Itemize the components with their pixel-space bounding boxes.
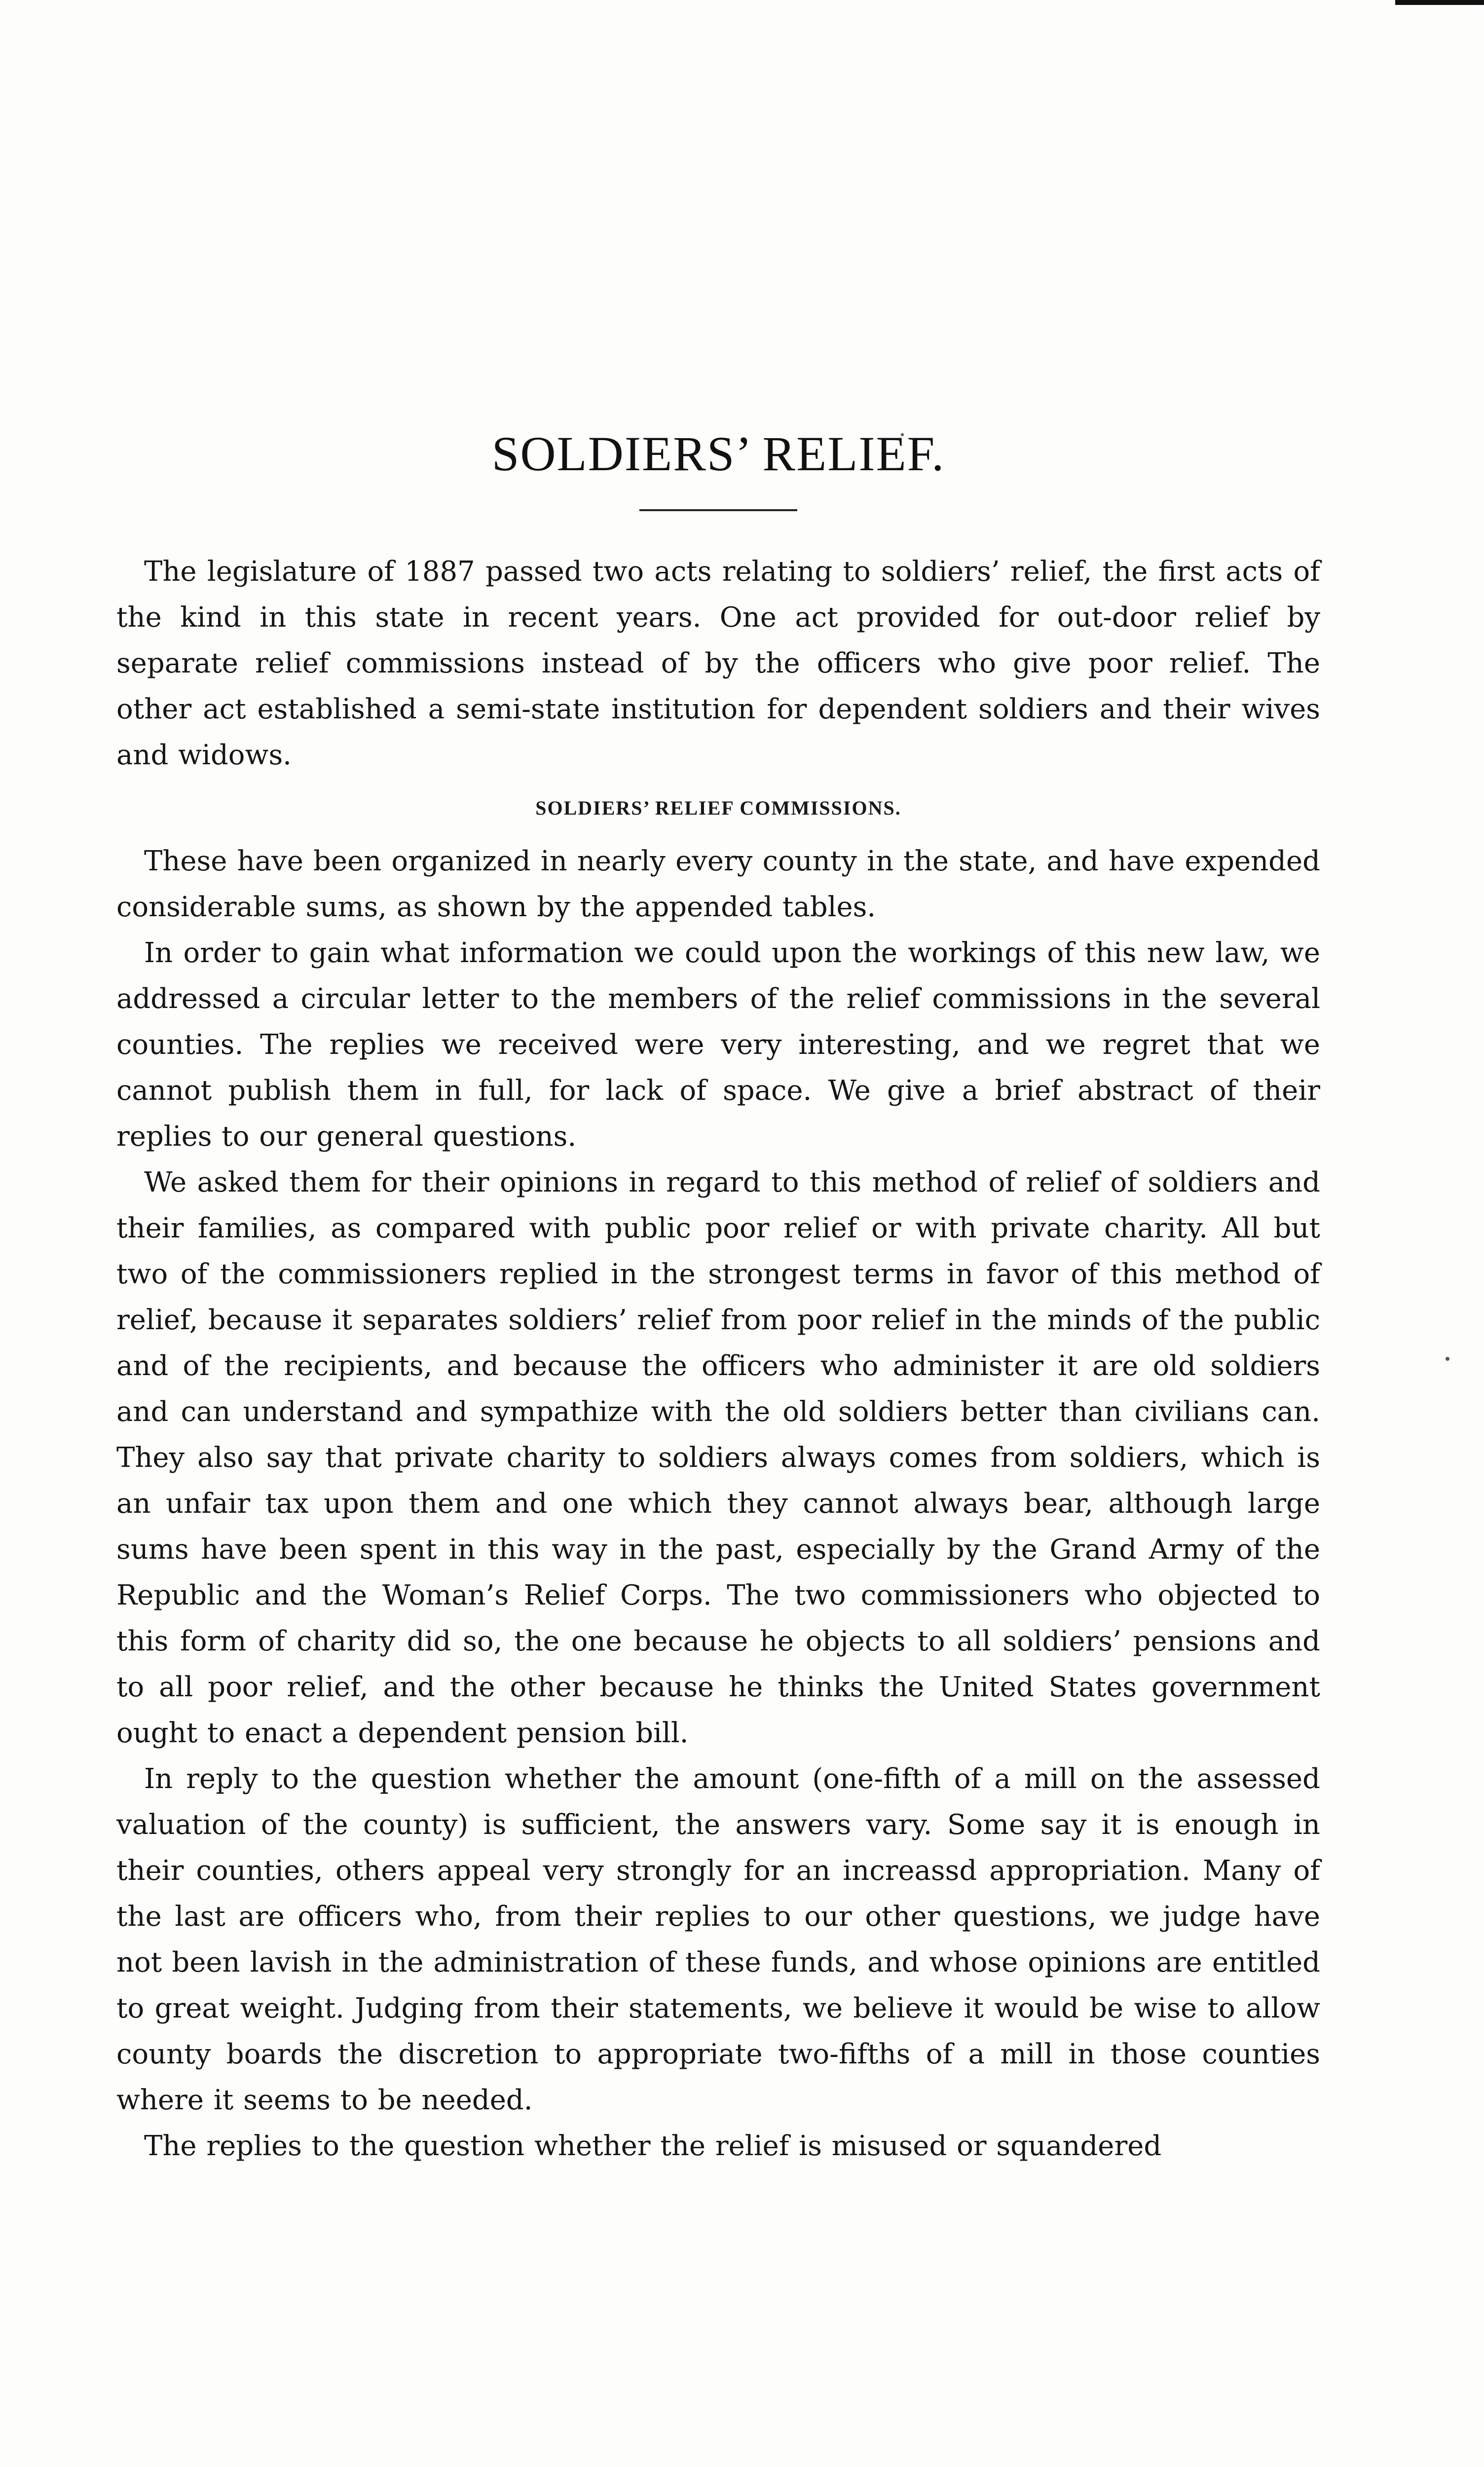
page-title: SOLDIERS’ RELIEF.: [491, 426, 945, 481]
title-divider: [639, 509, 797, 511]
body-paragraph: In reply to the question whether the amount (one-fifth of a mill on the assessed valuation of the county) is sufficient, the answers vary. Some say it is enough in their counties, others appeal very strongly for an increassd appropriation. Many of the last are officers who, from their replies to our other questions, we judge have not been lavish in the administration of these funds, and whose opinions are entitled to great weight. Judging from their statements, we believe it would be wise to allow county boards the discretion to appropriate two-fifths of a mill in those counties where it seems to be needed.: [116, 1763, 1320, 2116]
intro-paragraph: The legislature of 1887 passed two acts relating to soldiers’ relief, the first acts of the kind in this state in recent years. One act provided for out-door relief by separate relief commissions instead of by the officers who give poor relief. The other act established a semi-state institution for dependent soldiers and their wives and widows.: [116, 556, 1320, 771]
top-edge-rule: [1395, 0, 1484, 5]
body-paragraph: We asked them for their opinions in regard to this method of relief of soldiers and their families, as compared with public poor relief or with private charity. All but two of the commissioners replied in the strongest terms in favor of this method of relief, because it separates soldiers’ relief from poor relief in the minds of the public and of the recipients, and because the officers who administer it are old soldiers and can understand and sympathize with the old soldiers better than civilians can. They also say that private charity to soldiers always comes from soldiers, which is an unfair tax upon them and one which they cannot always bear, although large sums have been spent in this way in the past, especially by the Grand Army of the Republic and the Woman’s Relief Corps. The two commissioners who objected to this form of charity did so, the one because he objects to all soldiers’ pensions and to all poor relief, and the other because he thinks the United States government ought to enact a dependent pension bill.: [116, 1166, 1320, 1749]
print-speck: [1446, 1357, 1449, 1361]
section-heading: SOLDIERS’ RELIEF COMMISSIONS.: [535, 797, 901, 819]
document-page: [116, 424, 1320, 2169]
body-paragraph-continued: The replies to the question whether the relief is misused or squandered: [144, 2130, 1162, 2162]
body-paragraph: These have been organized in nearly every county in the state, and have expended considerable sums, as shown by the appended tables.: [116, 845, 1320, 923]
body-paragraph: In order to gain what information we could upon the workings of this new law, we addressed a circular letter to the members of the relief commissions in the several counties. The replies we received were very interesting, and we regret that we cannot publish them in full, for lack of space. We give a brief abstract of their replies to our general questions.: [116, 937, 1320, 1153]
